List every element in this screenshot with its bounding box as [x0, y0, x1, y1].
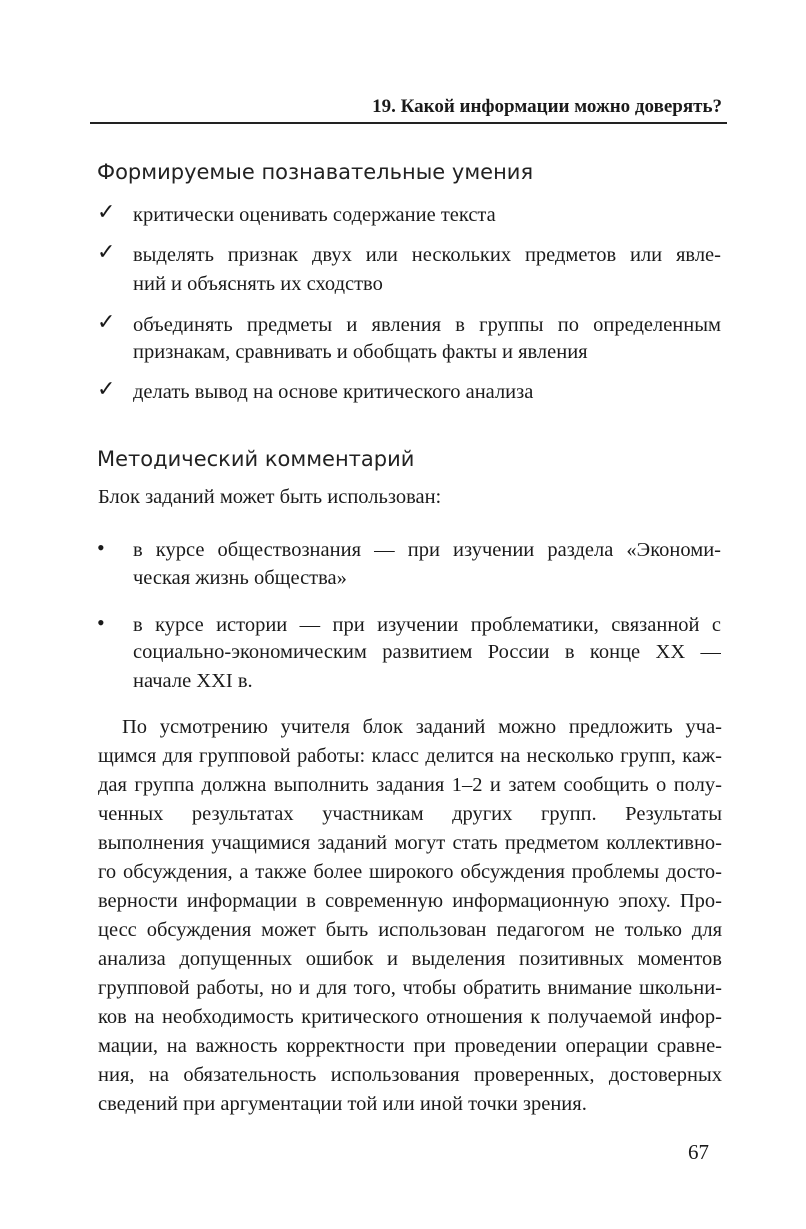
checkmark-icon: ✓	[97, 309, 116, 334]
text-line: По усмотрению учителя блок заданий можно предложить уча-	[122, 716, 722, 738]
text-line: начале XXI в.	[133, 670, 253, 692]
text-line: анализа допущенных ошибок и выделения позитивных моментов	[98, 948, 722, 970]
text-line: сведений при аргументации той или иной точки зрения.	[98, 1093, 587, 1115]
text-line: социально-экономическим развитием России в конце XX —	[133, 641, 721, 663]
text-line: критически оценивать содержание текста	[133, 204, 496, 226]
text-line: ков на необходимость критического отношения к получаемой инфор-	[98, 1006, 722, 1028]
text-line: в курсе истории — при изучении проблематики, связанной с	[133, 614, 721, 636]
intro-text: Блок заданий может быть использован:	[98, 486, 442, 508]
text-line: делать вывод на основе критического анализа	[133, 381, 534, 403]
text-line: ний и объяснять их сходство	[133, 273, 383, 295]
checkmark-icon: ✓	[97, 199, 116, 224]
text-line: щимся для групповой работы: класс делится на несколько групп, каж-	[98, 745, 722, 767]
text-line: цесс обсуждения может быть использован педагогом не только для	[98, 919, 722, 941]
text-line: выполнения учащимися заданий могут стать предметом коллективно-	[98, 832, 722, 854]
text-line: ния, на обязательность использования проверенных, достоверных	[98, 1064, 722, 1086]
section-heading-comment: Методический комментарий	[97, 447, 415, 471]
text-line: ченных результатах участникам других групп. Результаты	[98, 803, 722, 825]
header-rule	[90, 122, 727, 124]
text-line: выделять признак двух или нескольких предметов или явле-	[133, 244, 721, 266]
bullet-icon: •	[97, 535, 105, 560]
checkmark-icon: ✓	[97, 239, 116, 264]
text-line: верности информации в современную информационную эпоху. Про-	[98, 890, 722, 912]
text-line: групповой работы, но и для того, чтобы обратить внимание школьни-	[98, 977, 722, 999]
text-line: ческая жизнь общества»	[133, 567, 347, 589]
bullet-icon: •	[97, 610, 105, 635]
page-number: 67	[688, 1140, 709, 1164]
checkmark-icon: ✓	[97, 376, 116, 401]
text-line: признакам, сравнивать и обобщать факты и явления	[133, 341, 588, 363]
text-line: дая группа должна выполнить задания 1–2 и затем сообщить о полу-	[98, 774, 722, 796]
text-line: мации, на важность корректности при проведении операции сравне-	[98, 1035, 722, 1057]
text-line: объединять предметы и явления в группы по определенным	[133, 314, 721, 336]
section-heading-skills: Формируемые познавательные умения	[97, 160, 534, 184]
text-line: в курсе обществознания — при изучении раздела «Экономи-	[133, 539, 721, 561]
running-header: 19. Какой информации можно доверять?	[372, 96, 722, 117]
text-line: го обсуждения, а также более широкого обсуждения проблемы досто-	[98, 861, 722, 883]
